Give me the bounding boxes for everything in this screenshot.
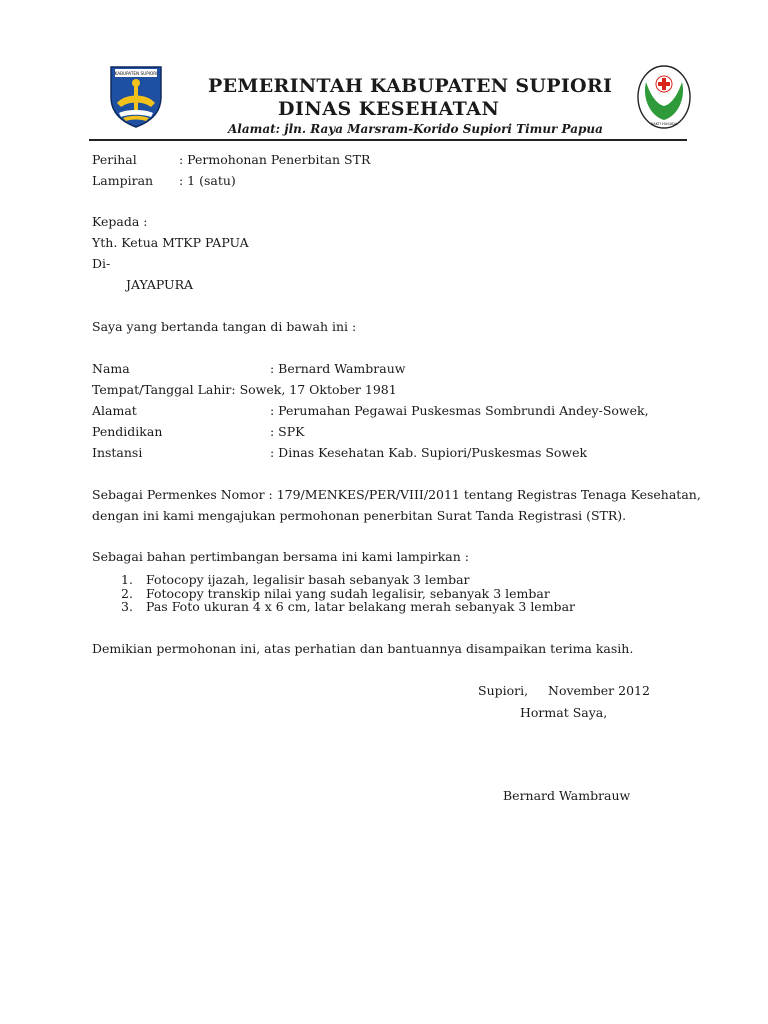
alamat-value: : Perumahan Pegawai Puskesmas Sombrundi Andey-Sowek, — [270, 403, 649, 418]
list-item-number: 3. — [121, 599, 133, 614]
attachments-list — [121, 574, 575, 615]
pendidikan-value: : SPK — [270, 424, 305, 439]
attachments-intro: Sebagai bahan pertimbangan bersama ini kami lampirkan : — [92, 549, 469, 564]
bakti-husada-logo — [636, 64, 692, 130]
letterhead-divider — [89, 139, 687, 141]
signature-greeting: Hormat Saya, — [520, 705, 608, 720]
body-paragraph-line2: dengan ini kami mengajukan permohonan penerbitan Surat Tanda Registrasi (STR). — [92, 508, 627, 523]
pendidikan-label: Pendidikan — [92, 424, 163, 439]
list-item-number: 2. — [121, 585, 133, 601]
perihal-value: : Permohonan Penerbitan STR — [179, 152, 371, 167]
closing-text: Demikian permohonan ini, atas perhatian dan bantuannya disampaikan terima kasih. — [92, 641, 634, 656]
logo-caption-text: BAKTI HUSADA — [650, 122, 678, 126]
recipient-city: JAYAPURA — [126, 277, 194, 292]
kepada-label: Kepada : — [92, 214, 148, 229]
signatory-name: Bernard Wambrauw — [503, 788, 631, 803]
perihal-label: Perihal — [92, 152, 137, 167]
nama-label: Nama — [92, 361, 130, 376]
letterhead-title-line2: DINAS KESEHATAN — [278, 98, 500, 120]
kabupaten-supiori-logo — [107, 63, 165, 129]
letterhead-address: Alamat: jln. Raya Marsram-Korido Supiori Timur Papua — [228, 122, 603, 136]
letterhead-title-line1: PEMERINTAH KABUPATEN SUPIORI — [208, 75, 613, 97]
list-item-text: Fotocopy transkip nilai yang sudah legalisir, sebanyak 3 lembar — [146, 585, 550, 601]
intro-text: Saya yang bertanda tangan di bawah ini : — [92, 319, 357, 334]
list-item-number: 1. — [121, 572, 133, 587]
signature-date: November 2012 — [548, 683, 650, 698]
nama-value: : Bernard Wambrauw — [270, 361, 406, 376]
list-item-text: Fotocopy ijazah, legalisir basah sebanyak 3 lembar — [146, 572, 470, 587]
signature-place: Supiori, — [478, 683, 529, 698]
recipient-di: Di- — [92, 256, 111, 271]
logo-banner-text: KABUPATEN SUPIORI — [114, 71, 158, 76]
lampiran-value: : 1 (satu) — [179, 173, 236, 188]
list-item-text: Pas Foto ukuran 4 x 6 cm, latar belakang merah sebanyak 3 lembar — [146, 599, 575, 614]
ttl-line: Tempat/Tanggal Lahir: Sowek, 17 Oktober 1981 — [92, 382, 397, 397]
instansi-label: Instansi — [92, 445, 143, 460]
lampiran-label: Lampiran — [92, 173, 154, 188]
instansi-value: : Dinas Kesehatan Kab. Supiori/Puskesmas Sowek — [270, 445, 588, 460]
body-paragraph-line1: Sebagai Permenkes Nomor : 179/MENKES/PER/VIII/2011 tentang Registras Tenaga Kesehatan, — [92, 487, 701, 502]
alamat-label: Alamat — [92, 403, 137, 418]
recipient-name: Yth. Ketua MTKP PAPUA — [92, 235, 249, 250]
list-item — [121, 601, 575, 615]
